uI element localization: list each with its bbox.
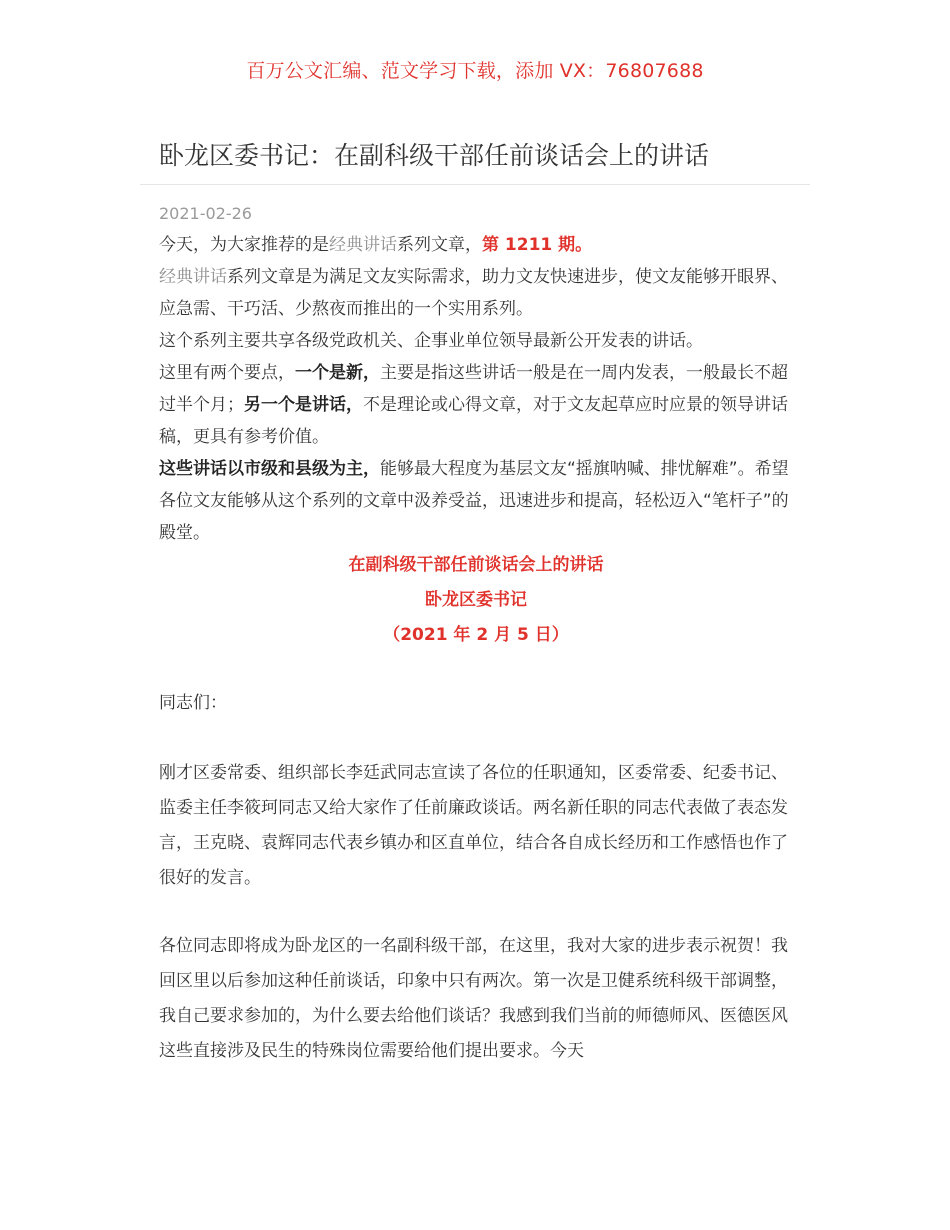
key-point-2: 另一个是讲话， (244, 395, 363, 415)
intro-section (159, 229, 793, 549)
intro-paragraph-4 (159, 357, 793, 453)
intro-text: 不是理论或心得文章，对于文友起草应时应景的领导讲话稿，更具有参考价值。 (159, 395, 788, 447)
series-name: 经典讲话 (329, 235, 397, 255)
speech-date: （2021 年 2 月 5 日） (383, 625, 569, 645)
speech-paragraph-1 (159, 756, 793, 896)
intro-text: 系列文章， (397, 235, 482, 255)
intro-text: 能够最大程度为基层文友“摇旗呐喊、排忧解难”。希望各位文友能够从这个系列的文章中汲养受益，迅速进步和提高，轻松迈入“笔杆子”的殿堂。 (159, 459, 789, 543)
intro-paragraph-2 (159, 261, 793, 325)
series-name: 经典讲话 (159, 267, 227, 287)
intro-text: 今天，为大家推荐的是 (159, 235, 329, 255)
intro-text: 这里有两个要点， (159, 363, 295, 383)
promo-banner: 百万公文汇编、范文学习下载，添加 VX：76807688 (246, 60, 704, 82)
speech-title: 在副科级干部任前谈话会上的讲话 (348, 555, 604, 575)
issue-number: 第 1211 期。 (482, 235, 593, 255)
paragraph-text: 各位同志即将成为卧龙区的一名副科级干部，在这里，我对大家的进步表示祝贺！我回区里以后参加这种任前谈话，印象中只有两次。第一次是卫健系统科级干部调整，我自己要求参加的，为什么要去给他们谈话？我感到我们当前的师德师风、医德医风这些直接涉及民生的特殊岗位需要给他们提出要求。今天 (159, 936, 788, 1061)
speech-speaker: 卧龙区委书记 (425, 590, 527, 610)
publish-date: 2021-02-26 (159, 204, 252, 223)
paragraph-text: 刚才区委常委、组织部长李廷武同志宣读了各位的任职通知，区委常委、纪委书记、监委主任李筱珂同志又给大家作了任前廉政谈话。两名新任职的同志代表做了表态发言，王克晓、袁辉同志代表乡镇办和区直单位，结合各自成长经历和工作感悟也作了很好的发言。 (159, 763, 788, 888)
salutation: 同志们： (159, 693, 227, 713)
speech-paragraph-2 (159, 929, 793, 1069)
intro-text: 系列文章是为满足文友实际需求，助力文友快速进步，使文友能够开眼界、应急需、干巧活、少熬夜而推出的一个实用系列。 (159, 267, 788, 319)
page-title: 卧龙区委书记：在副科级干部任前谈话会上的讲话 (159, 141, 710, 170)
title-divider (140, 184, 810, 185)
intro-text: 主要是指这些讲话一般是在一周内发表，一般最长不超过半个月； (159, 363, 788, 415)
key-point-1: 一个是新， (295, 363, 380, 383)
intro-paragraph-5 (159, 453, 793, 549)
speech-heading (159, 552, 793, 657)
intro-paragraph-3: 这个系列主要共享各级党政机关、企事业单位领导最新公开发表的讲话。 (159, 331, 703, 351)
key-point-3: 这些讲话以市级和县级为主， (159, 459, 380, 479)
intro-paragraph-1 (159, 229, 793, 261)
